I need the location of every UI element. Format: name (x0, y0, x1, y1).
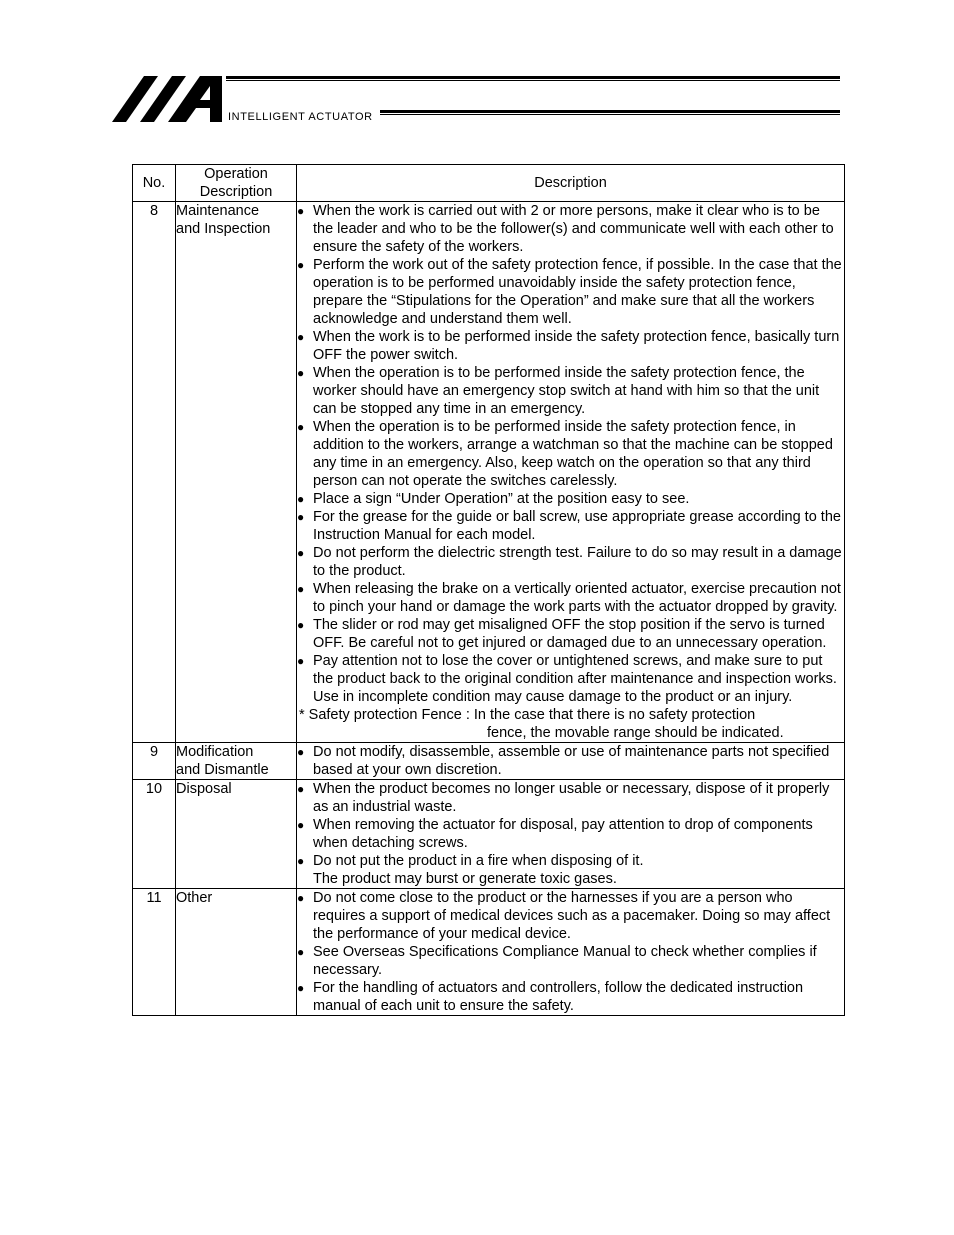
operation-line: Maintenance (176, 203, 260, 219)
bullet-icon: ● (297, 510, 305, 524)
description-item-text: Perform the work out of the safety protection fence, if possible. In the case that the operation is to be performed unavoidably inside the safety protection fence, prepare the “Stipulations for the Operation” and make sure that all the workers acknowledge and understand them well. (313, 257, 842, 327)
description-item (297, 979, 844, 1015)
description-item-text: See Overseas Specifications Compliance Manual to check whether complies if necessary. (313, 944, 817, 978)
description-item (297, 328, 844, 364)
header-rule-bottom-thin (380, 114, 840, 115)
description-item-text: For the grease for the guide or ball screw, use appropriate grease according to the Instruction Manual for each model. (313, 509, 841, 543)
description-continuation: The product may burst or generate toxic gases. (313, 871, 617, 887)
description-item-text: When releasing the brake on a vertically oriented actuator, exercise precaution not to pinch your hand or damage the work parts with the actuator dropped by gravity. (313, 581, 841, 615)
row-number: 9 (133, 743, 176, 780)
description-item (297, 816, 844, 852)
table-row (133, 202, 845, 743)
description-item-text: The slider or rod may get misaligned OFF the stop position if the servo is turned OFF. Be careful not to get injured or damaged due to an unnecessary operation. (313, 617, 827, 651)
operation-line: Modification (176, 744, 254, 760)
description-item (297, 652, 844, 688)
description-cell (297, 743, 845, 780)
row-number: 8 (133, 202, 176, 743)
description-item-text: For the handling of actuators and controllers, follow the dedicated instruction manual of each unit to ensure the safety. (313, 980, 804, 1014)
brand-text: INTELLIGENT ACTUATOR (228, 111, 373, 123)
description-item-text: When the operation is to be performed inside the safety protection fence, in addition to the workers, arrange a watchman so that the machine can be stopped any time in an emergency. Also, keep watch on the operation so that any third person can not operate the switches carelessly. (313, 419, 833, 489)
description-cell (297, 780, 845, 889)
operation-cell (176, 743, 297, 780)
operation-cell (176, 202, 297, 743)
description-item (297, 418, 844, 490)
bullet-icon: ● (297, 204, 305, 218)
description-item (297, 852, 844, 870)
description-item-text: When the product becomes no longer usable or necessary, dispose of it properly as an industrial waste. (313, 781, 830, 815)
description-item-text: Place a sign “Under Operation” at the position easy to see. (313, 491, 690, 507)
bullet-icon: ● (297, 258, 305, 272)
table-row (133, 780, 845, 889)
column-header-no: No. (133, 165, 176, 202)
description-item (297, 943, 844, 979)
operation-cell (176, 889, 297, 1016)
operation-line: Other (176, 890, 213, 906)
bullet-icon: ● (297, 782, 305, 796)
bullet-icon: ● (297, 420, 305, 434)
table-body (133, 202, 845, 1016)
description-item (297, 490, 844, 508)
header-rule-top-thin (226, 80, 840, 81)
page-header (0, 0, 954, 130)
description-cell (297, 889, 845, 1016)
operations-table (132, 164, 845, 1016)
description-item (297, 889, 844, 943)
operation-cell (176, 780, 297, 889)
description-item-text: Do not modify, disassemble, assemble or use of maintenance parts not specified based at your own discretion. (313, 744, 830, 778)
row-number: 11 (133, 889, 176, 1016)
bullet-icon: ● (297, 366, 305, 380)
bullet-icon: ● (297, 891, 305, 905)
description-item (297, 780, 844, 816)
fence-note: * Safety protection Fence : In the case that there is no safety protection (299, 707, 756, 723)
bullet-icon: ● (297, 582, 305, 596)
description-item (297, 508, 844, 544)
description-item (297, 544, 844, 580)
column-header-operation (176, 165, 297, 202)
description-item-text: When the operation is to be performed inside the safety protection fence, the worker should have an emergency stop switch at hand with him so that the unit can be stopped any time in an emergency. (313, 365, 820, 417)
fence-note-continuation: fence, the movable range should be indicated. (487, 725, 784, 741)
bullet-icon: ● (297, 654, 305, 668)
table-header-row (133, 165, 845, 202)
iai-logo-icon (112, 74, 224, 124)
table-row (133, 889, 845, 1016)
bullet-icon: ● (297, 945, 305, 959)
description-item-text: Pay attention not to lose the cover or untightened screws, and make sure to put the product back to the original condition after maintenance and inspection works. (313, 653, 837, 687)
description-item-text: When the work is to be performed inside the safety protection fence, basically turn OFF the power switch. (313, 329, 840, 363)
description-continuation: Use in incomplete condition may cause damage to the product or an injury. (313, 689, 793, 705)
column-header-description: Description (297, 165, 845, 202)
description-item (297, 743, 844, 779)
description-item-text: Do not perform the dielectric strength test. Failure to do so may result in a damage to the product. (313, 545, 842, 579)
bullet-icon: ● (297, 745, 305, 759)
description-item-text: When the work is carried out with 2 or more persons, make it clear who is to be the leader and who to be the follower(s) and communicate well with each other to ensure the safety of the workers. (313, 203, 834, 255)
description-item (297, 364, 844, 418)
description-item-text: Do not come close to the product or the harnesses if you are a person who requires a support of medical devices such as a pacemaker. Doing so may affect the performance of your medical device. (313, 890, 831, 942)
description-item (297, 616, 844, 652)
bullet-icon: ● (297, 618, 305, 632)
bullet-icon: ● (297, 854, 305, 868)
row-number: 10 (133, 780, 176, 889)
header-rule-bottom (380, 110, 840, 113)
bullet-icon: ● (297, 818, 305, 832)
header-rule-top (226, 76, 840, 79)
description-item (297, 202, 844, 256)
description-item-text: When removing the actuator for disposal, pay attention to drop of components when detaching screws. (313, 817, 813, 851)
description-item (297, 256, 844, 328)
column-header-operation-line1: Operation (204, 166, 268, 182)
column-header-operation-line2: Description (199, 184, 273, 200)
bullet-icon: ● (297, 546, 305, 560)
bullet-icon: ● (297, 330, 305, 344)
bullet-icon: ● (297, 492, 305, 506)
description-cell (297, 202, 845, 743)
operation-line: and Inspection (176, 221, 271, 237)
bullet-icon: ● (297, 981, 305, 995)
operation-line: and Dismantle (176, 762, 269, 778)
operation-line: Disposal (176, 781, 232, 797)
description-item-text: Do not put the product in a fire when disposing of it. (313, 853, 644, 869)
description-item (297, 580, 844, 616)
table-row (133, 743, 845, 780)
